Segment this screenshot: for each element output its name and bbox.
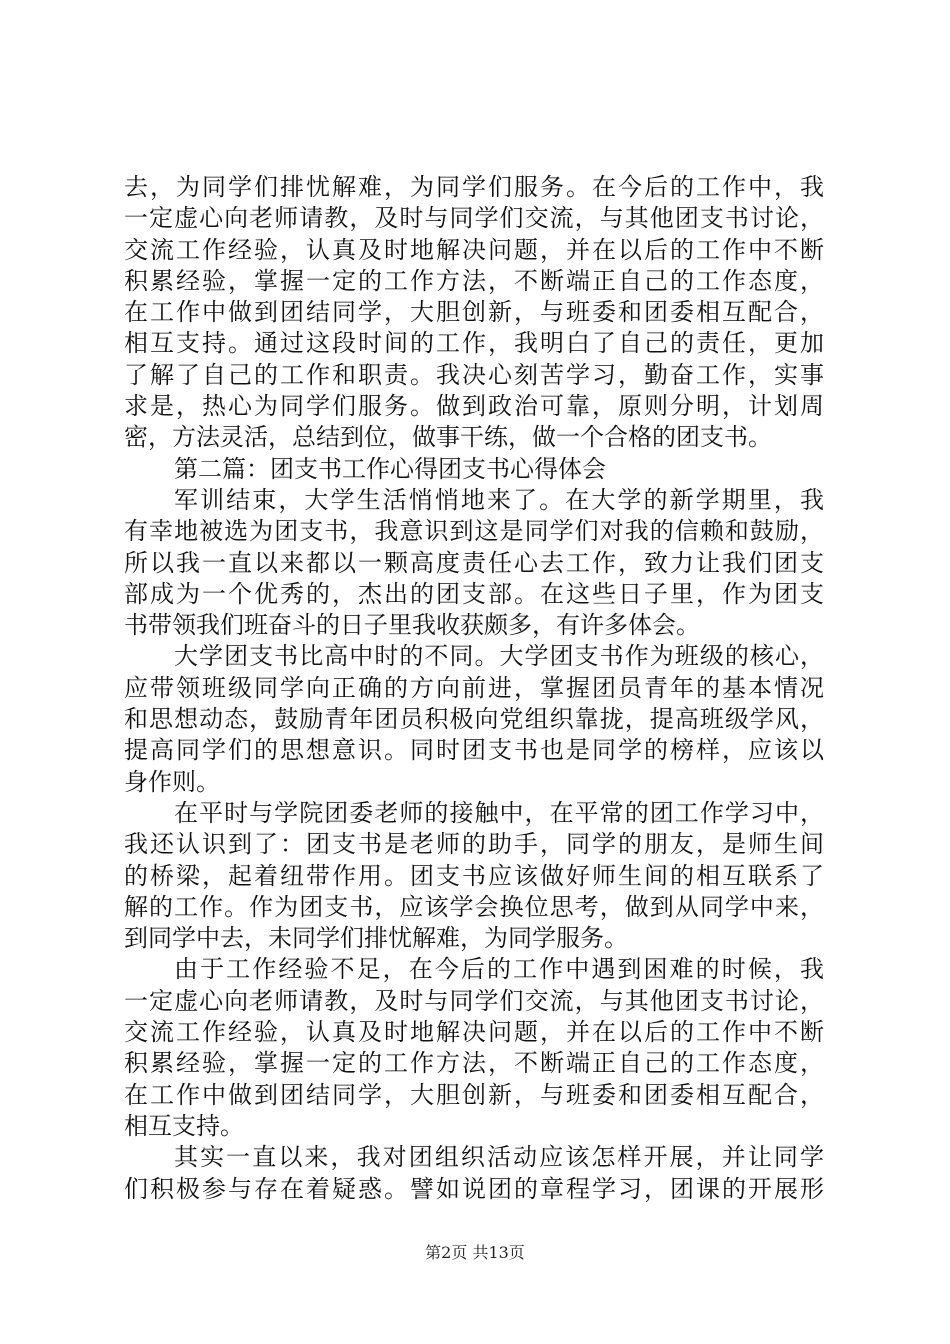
text-line: 们积极参与存在着疑惑。譬如说团的章程学习，团课的开展形: [124, 1174, 824, 1203]
text-line: 密，方法灵活，总结到位，做事干练，做一个合格的团支书。: [124, 423, 772, 452]
text-line: 在工作中做到团结同学，大胆创新，与班委和团委相互配合，: [124, 1080, 824, 1109]
text-line: 一定虚心向老师请教，及时与同学们交流，与其他团支书讨论，: [124, 986, 824, 1015]
text-line: 其实一直以来，我对团组织活动应该怎样开展，并让同学: [174, 1143, 824, 1172]
text-line: 在工作中做到团结同学，大胆创新，与班委和团委相互配合，: [124, 298, 824, 327]
text-line: 所以我一直以来都以一颗高度责任心去工作，致力让我们团支: [124, 548, 824, 577]
document-body: [124, 172, 824, 1205]
text-line: 的桥梁，起着纽带作用。团支书应该做好师生间的相互联系了: [124, 861, 824, 890]
text-line: 一定虚心向老师请教，及时与同学们交流，与其他团支书讨论，: [124, 204, 824, 233]
text-line: 到同学中去，未同学们排忧解难，为同学服务。: [124, 924, 628, 953]
text-line: 交流工作经验，认真及时地解决问题，并在以后的工作中不断: [124, 235, 824, 264]
text-line: 积累经验，掌握一定的工作方法，不断端正自己的工作态度，: [124, 266, 824, 295]
text-line: 相互支持。通过这段时间的工作，我明白了自己的责任，更加: [124, 329, 824, 358]
text-line: 提高同学们的思想意识。同时团支书也是同学的榜样，应该以: [124, 736, 824, 765]
text-line: 军训结束，大学生活悄悄地来了。在大学的新学期里，我: [174, 485, 824, 514]
page-footer: 第2页 共13页: [425, 1243, 525, 1262]
text-line: 在平时与学院团委老师的接触中，在平常的团工作学习中，: [174, 798, 824, 827]
text-line: 求是，热心为同学们服务。做到政治可靠，原则分明，计划周: [124, 392, 824, 421]
text-line: 相互支持。: [124, 1111, 244, 1140]
text-line: 了解了自己的工作和职责。我决心刻苦学习，勤奋工作，实事: [124, 360, 824, 389]
text-line: 部成为一个优秀的，杰出的团支部。在这些日子里，作为团支: [124, 579, 824, 608]
text-line: 大学团支书比高中时的不同。大学团支书作为班级的核心，: [174, 642, 824, 671]
text-line: 有幸地被选为团支书，我意识到这是同学们对我的信赖和鼓励，: [124, 517, 824, 546]
text-line: 书带领我们班奋斗的日子里我收获颇多，有许多体会。: [124, 611, 700, 640]
text-line: 积累经验，掌握一定的工作方法，不断端正自己的工作态度，: [124, 1049, 824, 1078]
text-line: 解的工作。作为团支书，应该学会换位思考，做到从同学中来，: [124, 892, 824, 921]
text-line: 交流工作经验，认真及时地解决问题，并在以后的工作中不断: [124, 1018, 824, 1047]
text-line: 应带领班级同学向正确的方向前进，掌握团员青年的基本情况: [124, 673, 824, 702]
text-line: 身作则。: [124, 767, 220, 796]
text-line: 由于工作经验不足，在今后的工作中遇到困难的时候，我: [174, 955, 824, 984]
text-line: 和思想动态，鼓励青年团员积极向党组织靠拢，提高班级学风，: [124, 705, 824, 734]
text-line: 去，为同学们排忧解难，为同学们服务。在今后的工作中，我: [124, 173, 824, 201]
text-line: 我还认识到了：团支书是老师的助手，同学的朋友，是师生间: [124, 830, 824, 859]
text-line: 第二篇：团支书工作心得团支书心得体会: [174, 454, 606, 483]
